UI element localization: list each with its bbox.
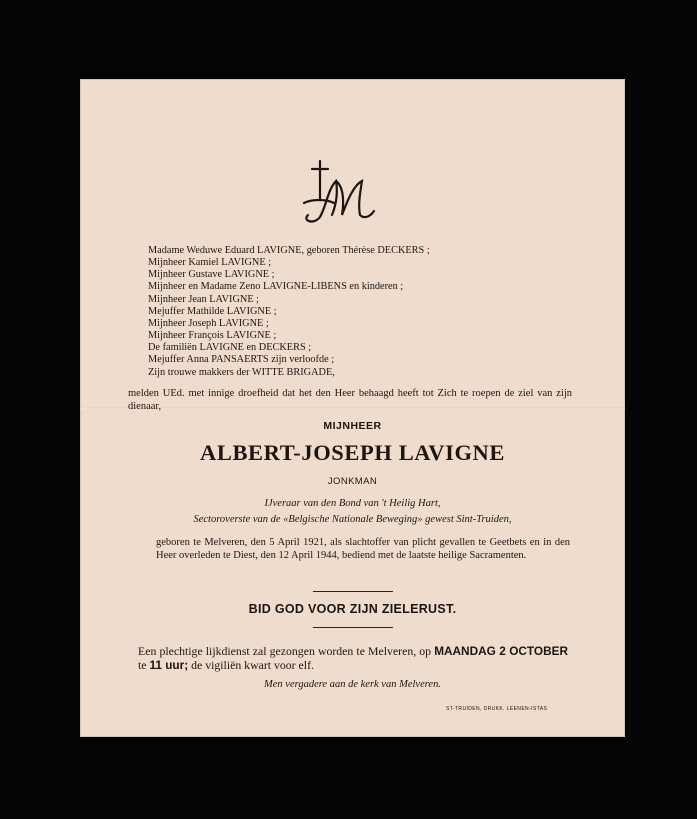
family-line: Mejuffer Mathilde LAVIGNE ; bbox=[148, 305, 277, 317]
title-prefix: MIJNHEER bbox=[323, 420, 382, 432]
memorial-card bbox=[80, 79, 625, 737]
cross-monogram-icon bbox=[298, 159, 378, 227]
family-line: Mijnheer en Madame Zeno LAVIGNE-LIBENS en kinderen ; bbox=[148, 281, 404, 293]
biography-text: geboren te Melveren, den 5 April 1921, als slachtoffer van plicht gevallen te Geetbets en in den Heer overleden te Diest, den 12 April 1944, bediend met de laatste heilige Sacramenten. bbox=[156, 537, 570, 561]
family-line: De familiën LAVIGNE en DECKERS ; bbox=[148, 342, 312, 354]
announcement-text: melden UEd. met innige droefheid dat het den Heer behaagd heeft tot Zich te roepen de ziel van zijn dienaar, bbox=[128, 388, 572, 412]
divider-bottom bbox=[313, 627, 393, 628]
subtitle: JONKMAN bbox=[327, 476, 378, 487]
family-list bbox=[148, 245, 430, 379]
family-line: Mijnheer Kamiel LAVIGNE ; bbox=[148, 257, 272, 269]
meeting-note: Men vergadere aan de kerk van Melveren. bbox=[264, 679, 441, 690]
role-line: IJveraar van den Bond van 't Heilig Hart, bbox=[264, 498, 441, 509]
svg-text:M: M bbox=[338, 225, 339, 226]
family-line: Mijnheer Jean LAVIGNE ; bbox=[148, 293, 260, 305]
printer-credit: ST-TRUIDEN, DRUKK. LEENEN-ISTAS bbox=[446, 706, 548, 712]
role-line: Sectoroverste van de «Belgische Nationale Beweging» gewest Sint-Truiden, bbox=[193, 514, 512, 525]
deceased-name: ALBERT-JOSEPH LAVIGNE bbox=[199, 440, 506, 465]
service-text: Een plechtige lijkdienst zal gezongen worden te Melveren, op MAANDAG 2 OCTOBER te 11 uur; de vigiliën kwart voor elf. bbox=[138, 644, 568, 672]
family-line: Mejuffer Anna PANSAERTS zijn verloofde ; bbox=[148, 354, 335, 366]
family-line: Madame Weduwe Eduard LAVIGNE, geboren Thérèse DECKERS ; bbox=[148, 245, 430, 256]
divider-top bbox=[313, 591, 393, 592]
family-line: Mijnheer François LAVIGNE ; bbox=[148, 330, 277, 342]
family-line: Mijnheer Gustave LAVIGNE ; bbox=[148, 269, 275, 281]
family-line: Mijnheer Joseph LAVIGNE ; bbox=[148, 317, 269, 329]
family-line: Zijn trouwe makkers der WITTE BRIGADE, bbox=[148, 366, 335, 378]
prayer-heading: BID GOD VOOR ZIJN ZIELERUST. bbox=[248, 602, 457, 616]
